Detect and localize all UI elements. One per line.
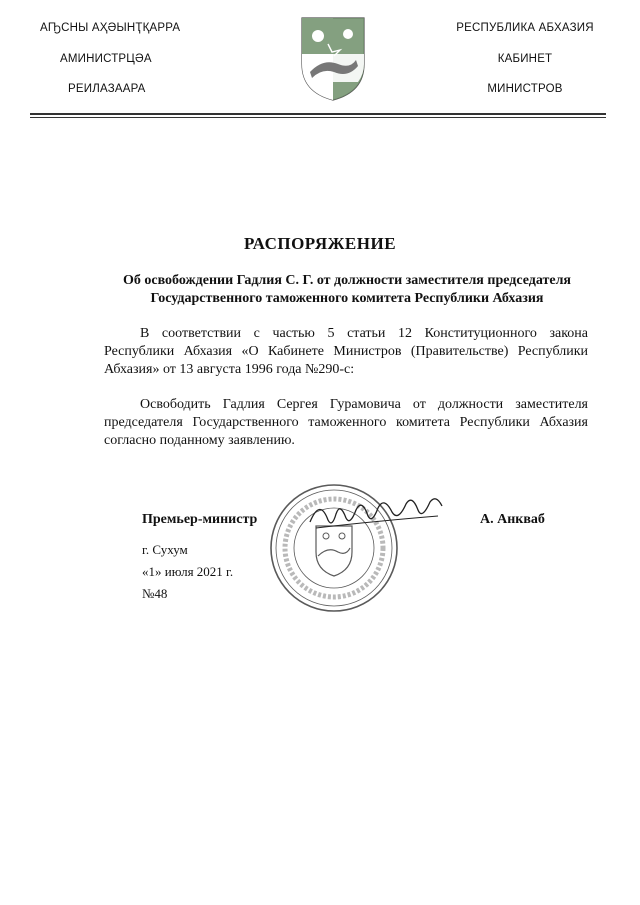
signatory-position: Премьер-министр bbox=[142, 512, 258, 527]
header-right-line-3: МИНИСТРОВ bbox=[487, 83, 563, 95]
header-divider-thin bbox=[30, 117, 606, 118]
handwritten-signature-icon bbox=[306, 492, 446, 532]
header-right-line-1: РЕСПУБЛИКА АБХАЗИЯ bbox=[456, 22, 594, 34]
document-city: г. Сухум bbox=[142, 542, 188, 557]
document-date: «1» июля 2021 г. bbox=[142, 564, 234, 579]
document-number: №48 bbox=[142, 586, 168, 601]
signatory-name: А. Анкваб bbox=[480, 512, 545, 527]
header-divider-thick bbox=[30, 113, 606, 115]
paragraph-legal-basis: В соответствии с частью 5 статьи 12 Конституционного закона Республики Абхазия «О Кабинете Министров (Правительстве) Республики Абхазия» от 13 августа 1996 года №290-с: bbox=[104, 326, 588, 377]
document-subject: Об освобождении Гадлия С. Г. от должности заместителя председателя Государственного таможенного комитета Республики Абхазия bbox=[122, 273, 572, 306]
state-emblem-icon bbox=[298, 14, 368, 102]
header-left-line-2: АМИНИСТРЦӘА bbox=[60, 53, 152, 65]
header-right-line-2: КАБИНЕТ bbox=[497, 53, 553, 65]
header-left-line-1: АҦСНЫ АҲӘЫНҬҚАРРА bbox=[40, 22, 181, 34]
header-left-line-3: РЕИЛАЗААРА bbox=[68, 83, 146, 95]
paragraph-decision: Освободить Гадлия Сергея Гурамовича от должности заместителя председателя Государственного таможенного комитета Республики Абхазия согласно поданному заявлению. bbox=[104, 397, 588, 448]
document-title: РАСПОРЯЖЕНИЕ bbox=[243, 234, 397, 253]
